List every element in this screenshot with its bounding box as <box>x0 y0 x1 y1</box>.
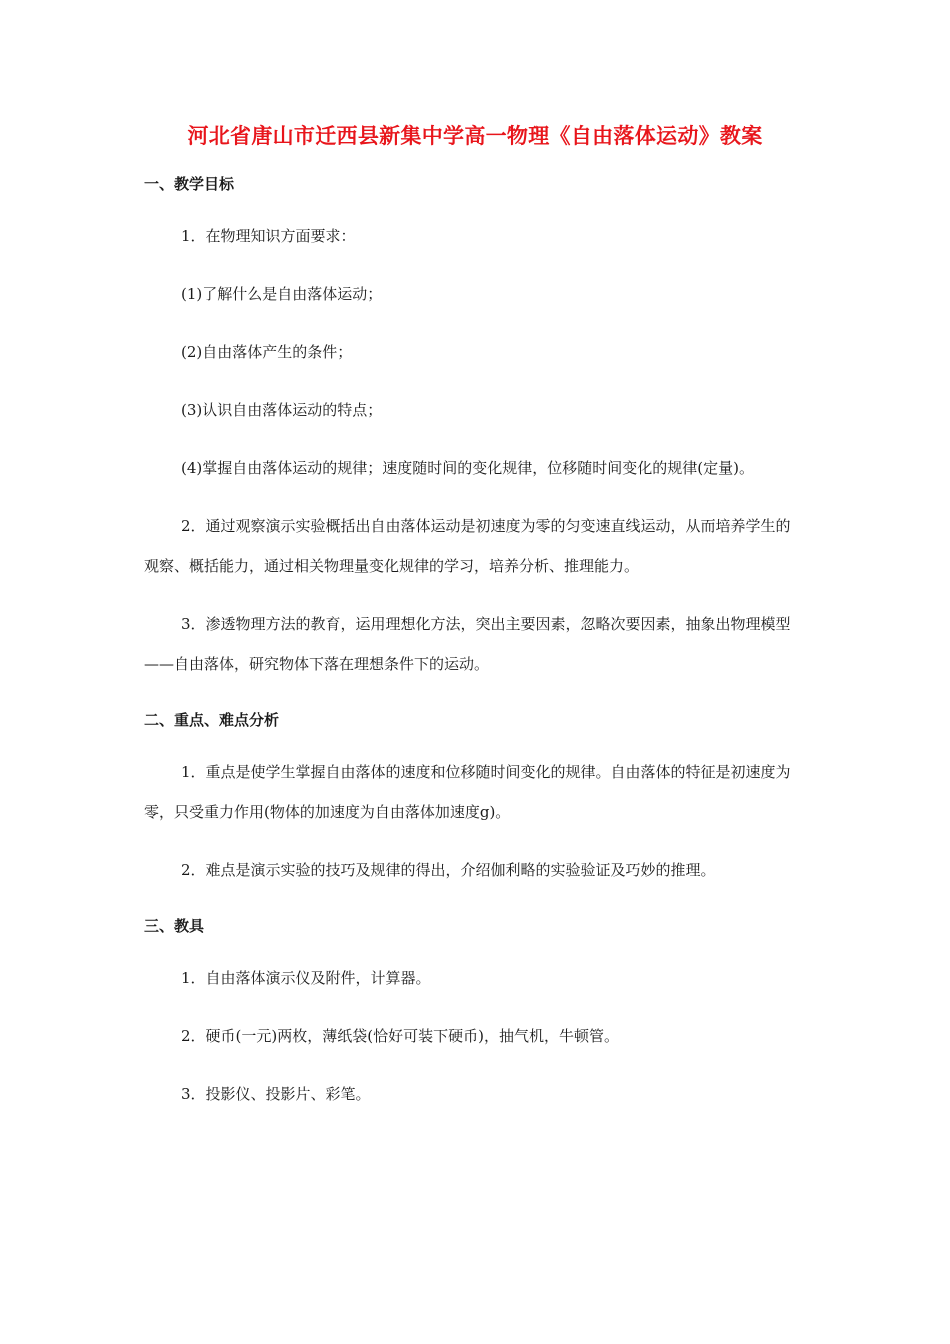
section-key-difficult-points <box>144 706 799 890</box>
paragraph: (2)自由落体产生的条件； <box>181 343 353 361</box>
paragraph: (1)了解什么是自由落体运动； <box>181 285 383 303</box>
section-heading: 二、重点、难点分析 <box>144 711 280 729</box>
paragraph: 2．通过观察演示实验概括出自由落体运动是初速度为零的匀变速直线运动，从而培养学生的观察、概括能力，通过相关物理量变化规律的学习，培养分析、推理能力。 <box>144 517 791 575</box>
section-teaching-goals <box>144 170 799 684</box>
paragraph: 2．难点是演示实验的技巧及规律的得出，介绍伽利略的实验验证及巧妙的推理。 <box>181 861 716 879</box>
section-teaching-aids <box>144 912 799 1114</box>
paragraph: 1．自由落体演示仪及附件，计算器。 <box>181 969 431 987</box>
document-title: 河北省唐山市迁西县新集中学高一物理《自由落体运动》教案 <box>187 124 763 148</box>
paragraph: 1．重点是使学生掌握自由落体的速度和位移随时间变化的规律。自由落体的特征是初速度为零，只受重力作用(物体的加速度为自由落体加速度g)。 <box>144 763 791 821</box>
paragraph: (3)认识自由落体运动的特点； <box>181 401 383 419</box>
paragraph: 2．硬币(一元)两枚，薄纸袋(恰好可装下硬币)，抽气机，牛顿管。 <box>181 1027 619 1045</box>
paragraph: 3．渗透物理方法的教育，运用理想化方法，突出主要因素，忽略次要因素，抽象出物理模型——自由落体，研究物体下落在理想条件下的运动。 <box>144 615 791 673</box>
paragraph: 3．投影仪、投影片、彩笔。 <box>181 1085 371 1103</box>
paragraph: (4)掌握自由落体运动的规律；速度随时间的变化规律，位移随时间变化的规律(定量)。 <box>181 459 754 477</box>
document-body <box>144 170 799 1114</box>
section-heading: 一、教学目标 <box>144 175 235 193</box>
section-heading: 三、教具 <box>144 917 205 935</box>
paragraph: 1．在物理知识方面要求： <box>181 227 356 245</box>
